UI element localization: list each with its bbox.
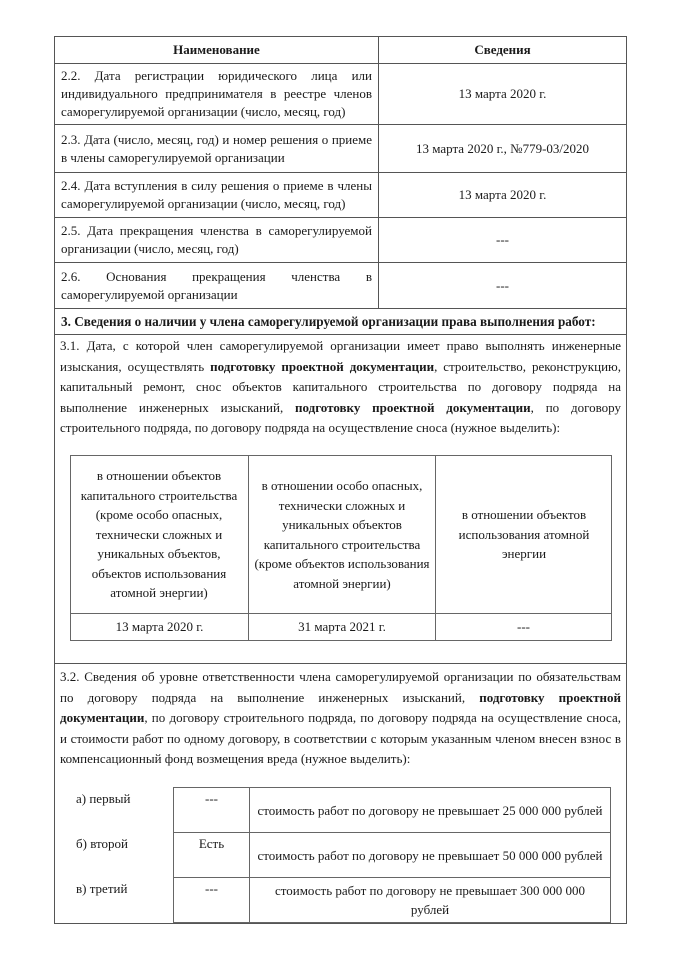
row-value-2-6: --- (496, 277, 509, 293)
header-name: Наименование (173, 42, 260, 57)
p32-text-1: 3.2. Сведения об уровне ответственности члена саморегулируемой организации по обязательствам по договору подряда на выполнение инженерных изысканий, (60, 669, 621, 705)
p32-text-2: , по договору строительного подряда, по договору подряда на осуществление сноса, и стоимости работ по одному договору, в соответствии с которым указанным членом внесен взнос в компенсационный фонд возмещения вреда (нужное выделить): (60, 710, 621, 766)
rights-value-dangerous: 31 марта 2021 г. (298, 619, 386, 634)
level-1-desc: стоимость работ по договору не превышает 25 000 000 рублей (257, 802, 603, 818)
header-info: Сведения (474, 42, 531, 57)
row-value-2-4: 13 марта 2020 г. (458, 187, 547, 202)
paragraph-3-1 (60, 336, 621, 439)
section-3-title: 3. Сведения о наличии у члена саморегулируемой организации права выполнения работ: (61, 313, 596, 329)
row-label-2-6: 2.6. Основания прекращения членства в саморегулируемой организации (61, 268, 372, 302)
row-label-2-3: 2.3. Дата (число, месяц, год) и номер решения о приеме в члены саморегулируемой организации (61, 131, 372, 165)
rights-value-nuclear: --- (517, 619, 530, 634)
p31-bold-1: подготовку проектной документации (210, 358, 435, 374)
level-2-mark: Есть (198, 836, 225, 851)
rights-header-capital: в отношении объектов капитального строительства (кроме особо опасных, технически сложных и уникальных объектов, объектов использования атомной энергии) (80, 468, 238, 601)
level-3-desc: стоимость работ по договору не превышает 300 000 000 рублей (274, 883, 586, 917)
row-label-2-2: 2.2. Дата регистрации юридического лица или индивидуального предпринимателя в реестре членов саморегулируемой организации (число, месяц, год) (61, 68, 372, 119)
level-1-name: а) первый (76, 791, 131, 806)
levels-col-divider (249, 787, 250, 923)
row-value-2-3: 13 марта 2020 г., №779-03/2020 (415, 140, 590, 156)
paragraph-3-2 (60, 667, 621, 770)
row-divider (54, 334, 627, 335)
level-1-mark: --- (205, 791, 218, 806)
level-3-name: в) третий (76, 881, 128, 896)
rights-value-capital: 13 марта 2020 г. (115, 619, 204, 634)
p31-text-1: 3.1. Дата, с которой член саморегулируемой организации имеет право выполнять инженерные изыскания, осуществлять (60, 338, 621, 374)
level-3-mark: --- (205, 881, 218, 896)
p31-bold-2: подготовку проектной документации (295, 399, 531, 415)
rights-header-nuclear: в отношении объектов использования атомной энергии (458, 507, 590, 562)
row-divider (54, 663, 627, 664)
p31-text-2: , строительство, реконструкцию, капитальный ремонт, снос объектов капитального строительства по договору подряда на выполнение инженерных изысканий, (60, 358, 621, 415)
level-2-desc: стоимость работ по договору не превышает 50 000 000 рублей (257, 847, 603, 863)
level-2-name: б) второй (76, 836, 128, 851)
row-label-2-5: 2.5. Дата прекращения членства в саморегулируемой организации (число, месяц, год) (61, 223, 372, 256)
row-value-2-5: --- (496, 232, 509, 247)
row-label-2-4: 2.4. Дата вступления в силу решения о приеме в члены саморегулируемой организации (число, месяц, год) (61, 178, 372, 211)
rights-header-dangerous: в отношении особо опасных, технически сложных и уникальных объектов капитального строительства (кроме объектов использования атомной энергии) (254, 478, 430, 591)
p32-bold-1: подготовку проектной документации (60, 689, 621, 725)
p31-text-3: , по договору строительного подряда, по договору подряда на осуществление сноса (нужное выделить): (60, 399, 621, 435)
row-value-2-2: 13 марта 2020 г. (458, 86, 547, 101)
